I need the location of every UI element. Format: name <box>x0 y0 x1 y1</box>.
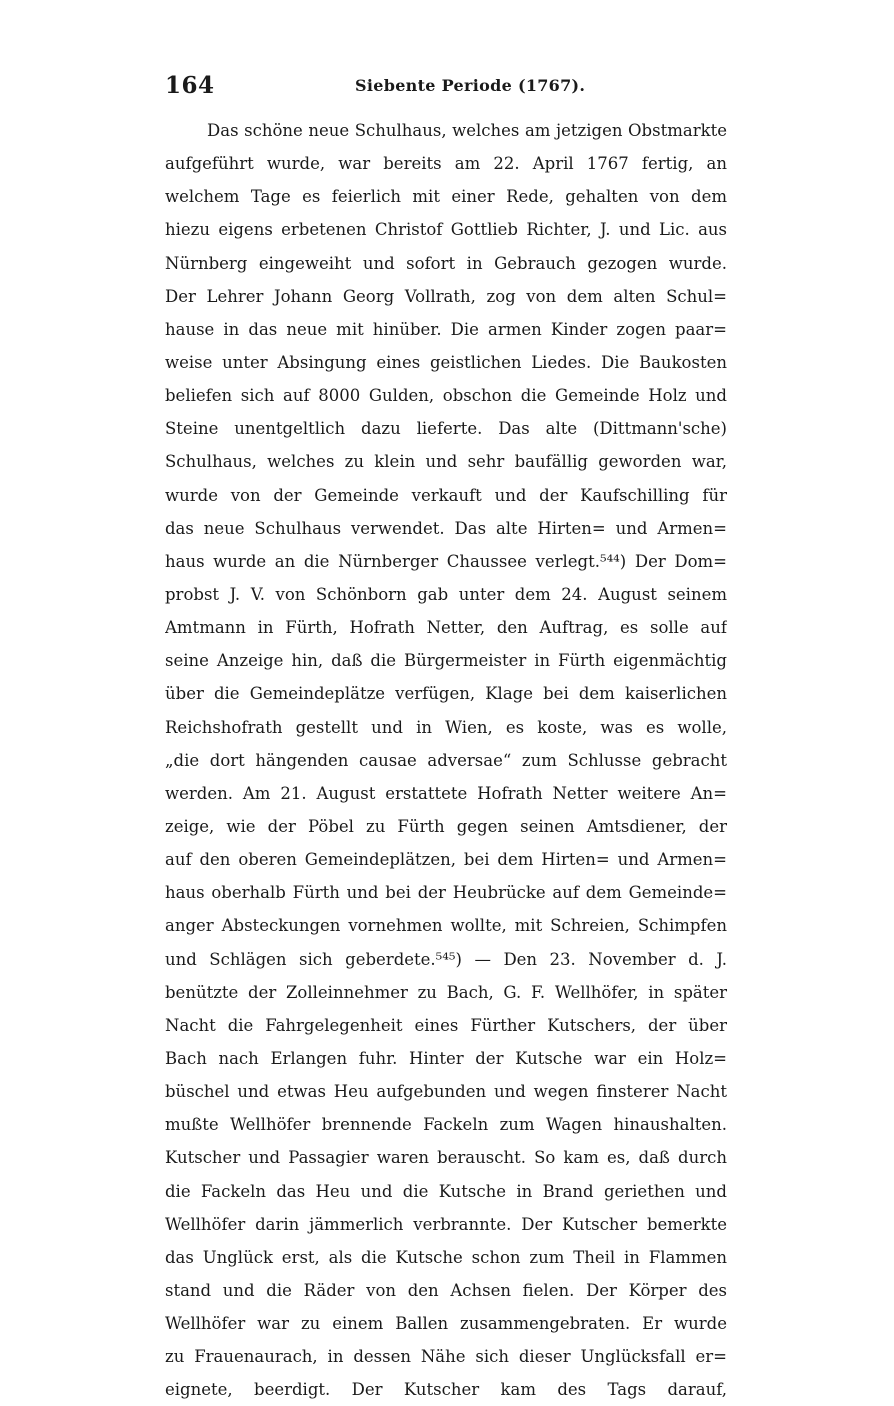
text-line: und Schlägen sich geberdete.⁵⁴⁵) — Den 23. November d. J. <box>165 949 727 969</box>
running-head: Siebente Periode (1767). <box>355 76 586 95</box>
text-line: wurde von der Gemeinde verkauft und der Kaufschilling für <box>165 485 727 505</box>
text-line: Der Lehrer Johann Georg Vollrath, zog von dem alten Schul= <box>165 286 727 306</box>
text-line: hause in das neue mit hinüber. Die armen Kinder zogen paar= <box>165 319 727 339</box>
text-line: die Fackeln das Heu und die Kutsche in Brand geriethen und <box>165 1181 727 1201</box>
text-line: welchem Tage es feierlich mit einer Rede, gehalten von dem <box>165 187 727 207</box>
text-line: über die Gemeindeplätze verfügen, Klage bei dem kaiserlichen <box>165 684 727 704</box>
text-line: werden. Am 21. August erstattete Hofrath Netter weitere An= <box>165 783 727 803</box>
text-line: „die dort hängenden causae adversae“ zum Schlusse gebracht <box>165 750 727 770</box>
text-line: Schulhaus, welches zu klein und sehr baufällig geworden war, <box>165 452 727 472</box>
text-line: weise unter Absingung eines geistlichen Liedes. Die Baukosten <box>165 352 727 372</box>
text-line: haus wurde an die Nürnberger Chaussee verlegt.⁵⁴⁴) Der Dom= <box>165 551 727 571</box>
text-line: das neue Schulhaus verwendet. Das alte Hirten= und Armen= <box>165 518 727 538</box>
text-line: Wellhöfer war zu einem Ballen zusammengebraten. Er wurde <box>165 1314 727 1334</box>
text-line: Steine unentgeltlich dazu lieferte. Das alte (Dittmann'sche) <box>165 419 727 439</box>
text-line: benützte der Zolleinnehmer zu Bach, G. F. Wellhöfer, in später <box>165 982 727 1002</box>
text-line: anger Absteckungen vornehmen wollte, mit Schreien, Schimpfen <box>165 916 727 936</box>
text-line: Nacht die Fahrgelegenheit eines Fürther Kutschers, der über <box>165 1015 727 1035</box>
text-line: Amtmann in Fürth, Hofrath Netter, den Auftrag, es solle auf <box>165 618 727 638</box>
page-header <box>165 72 727 104</box>
text-line: Bach nach Erlangen fuhr. Hinter der Kutsche war ein Holz= <box>165 1048 727 1068</box>
page-number: 164 <box>165 72 215 99</box>
text-line: büschel und etwas Heu aufgebunden und wegen finsterer Nacht <box>165 1082 727 1102</box>
text-line: hiezu eigens erbetenen Christof Gottlieb Richter, J. und Lic. aus <box>165 220 727 240</box>
text-line: Kutscher und Passagier waren berauscht. So kam es, daß durch <box>165 1148 727 1168</box>
text-line: beliefen sich auf 8000 Gulden, obschon die Gemeinde Holz und <box>165 386 727 406</box>
text-line: zeige, wie der Pöbel zu Fürth gegen seinen Amtsdiener, der <box>165 816 727 836</box>
text-line: Das schöne neue Schulhaus, welches am jetzigen Obstmarkte <box>207 121 727 140</box>
text-line: stand und die Räder von den Achsen fielen. Der Körper des <box>165 1280 727 1300</box>
text-line: Reichshofrath gestellt und in Wien, es koste, was es wolle, <box>165 717 727 737</box>
body-text <box>165 114 727 1406</box>
text-line: auf den oberen Gemeindeplätzen, bei dem Hirten= und Armen= <box>165 850 727 870</box>
text-line: das Unglück erst, als die Kutsche schon zum Theil in Flammen <box>165 1247 727 1267</box>
text-line: aufgeführt wurde, war bereits am 22. April 1767 fertig, an <box>165 154 727 174</box>
text-line: zu Frauenaurach, in dessen Nähe sich dieser Unglücksfall er= <box>165 1347 727 1367</box>
text-line: probst J. V. von Schönborn gab unter dem 24. August seinem <box>165 584 727 604</box>
text-line: haus oberhalb Fürth und bei der Heubrücke auf dem Gemeinde= <box>165 883 727 903</box>
text-line: Wellhöfer darin jämmerlich verbrannte. Der Kutscher bemerkte <box>165 1214 727 1234</box>
text-line: mußte Wellhöfer brennende Fackeln zum Wagen hinaushalten. <box>165 1115 727 1135</box>
text-line: eignete, beerdigt. Der Kutscher kam des Tags darauf, <box>165 1380 727 1400</box>
text-line: seine Anzeige hin, daß die Bürgermeister in Fürth eigenmächtig <box>165 651 727 671</box>
text-line: Nürnberg eingeweiht und sofort in Gebrauch gezogen wurde. <box>165 253 727 273</box>
